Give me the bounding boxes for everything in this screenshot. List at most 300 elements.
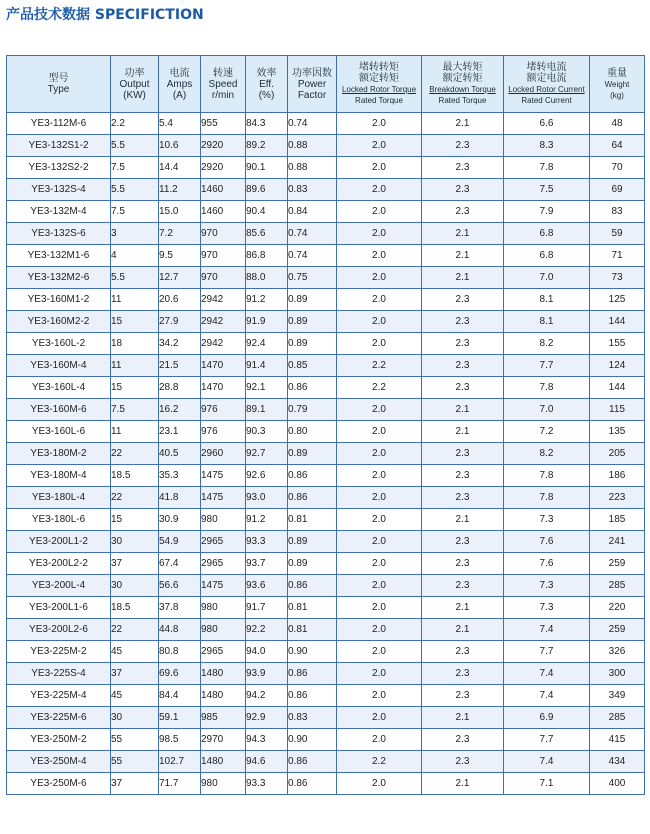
cell-locked-rotor-torque: 2.0 bbox=[337, 267, 422, 289]
cell-speed: 970 bbox=[201, 245, 246, 267]
cell-efficiency: 89.6 bbox=[246, 179, 288, 201]
cell-amps: 41.8 bbox=[159, 487, 201, 509]
cell-amps: 9.5 bbox=[159, 245, 201, 267]
cell-speed: 980 bbox=[201, 619, 246, 641]
cell-efficiency: 91.7 bbox=[246, 597, 288, 619]
cell-power-factor: 0.86 bbox=[288, 663, 337, 685]
header-amps-unit: (A) bbox=[172, 89, 187, 101]
cell-output: 37 bbox=[111, 553, 159, 575]
cell-efficiency: 92.4 bbox=[246, 333, 288, 355]
cell-amps: 37.8 bbox=[159, 597, 201, 619]
cell-power-factor: 0.88 bbox=[288, 157, 337, 179]
cell-amps: 54.9 bbox=[159, 531, 201, 553]
cell-type: YE3-160L-6 bbox=[7, 421, 111, 443]
cell-locked-rotor-torque: 2.0 bbox=[337, 641, 422, 663]
header-breakdown-torque-en: Breakdown Torque bbox=[429, 85, 496, 94]
cell-locked-rotor-current: 8.1 bbox=[504, 289, 590, 311]
table-row bbox=[7, 179, 645, 201]
cell-efficiency: 93.6 bbox=[246, 575, 288, 597]
cell-locked-rotor-torque: 2.2 bbox=[337, 377, 422, 399]
cell-type: YE3-132S-6 bbox=[7, 223, 111, 245]
cell-locked-rotor-current: 8.3 bbox=[504, 135, 590, 157]
table-row bbox=[7, 245, 645, 267]
cell-locked-rotor-current: 7.6 bbox=[504, 531, 590, 553]
cell-locked-rotor-current: 7.8 bbox=[504, 487, 590, 509]
cell-output: 37 bbox=[111, 773, 159, 795]
table-row bbox=[7, 201, 645, 223]
cell-efficiency: 89.2 bbox=[246, 135, 288, 157]
cell-efficiency: 90.1 bbox=[246, 157, 288, 179]
cell-power-factor: 0.84 bbox=[288, 201, 337, 223]
cell-locked-rotor-current: 7.7 bbox=[504, 355, 590, 377]
cell-breakdown-torque: 2.1 bbox=[422, 245, 504, 267]
cell-efficiency: 92.1 bbox=[246, 377, 288, 399]
table-row bbox=[7, 135, 645, 157]
cell-locked-rotor-torque: 2.0 bbox=[337, 223, 422, 245]
cell-speed: 2970 bbox=[201, 729, 246, 751]
cell-locked-rotor-torque: 2.0 bbox=[337, 773, 422, 795]
cell-breakdown-torque: 2.3 bbox=[422, 179, 504, 201]
cell-amps: 98.5 bbox=[159, 729, 201, 751]
table-row bbox=[7, 223, 645, 245]
cell-power-factor: 0.81 bbox=[288, 597, 337, 619]
cell-type: YE3-160L-4 bbox=[7, 377, 111, 399]
cell-type: YE3-132M1-6 bbox=[7, 245, 111, 267]
table-row bbox=[7, 531, 645, 553]
cell-amps: 84.4 bbox=[159, 685, 201, 707]
cell-output: 22 bbox=[111, 443, 159, 465]
cell-speed: 2920 bbox=[201, 135, 246, 157]
cell-locked-rotor-torque: 2.2 bbox=[337, 751, 422, 773]
cell-weight: 185 bbox=[590, 509, 645, 531]
cell-type: YE3-132S2-2 bbox=[7, 157, 111, 179]
cell-weight: 220 bbox=[590, 597, 645, 619]
table-row bbox=[7, 421, 645, 443]
cell-output: 15 bbox=[111, 377, 159, 399]
cell-locked-rotor-torque: 2.0 bbox=[337, 685, 422, 707]
cell-efficiency: 93.9 bbox=[246, 663, 288, 685]
cell-weight: 73 bbox=[590, 267, 645, 289]
cell-speed: 2960 bbox=[201, 443, 246, 465]
cell-efficiency: 89.1 bbox=[246, 399, 288, 421]
header-weight bbox=[590, 56, 645, 113]
header-breakdown-torque bbox=[422, 56, 504, 113]
cell-type: YE3-200L1-2 bbox=[7, 531, 111, 553]
table-row bbox=[7, 597, 645, 619]
cell-efficiency: 93.3 bbox=[246, 773, 288, 795]
cell-locked-rotor-current: 7.4 bbox=[504, 619, 590, 641]
cell-type: YE3-200L-4 bbox=[7, 575, 111, 597]
cell-efficiency: 86.8 bbox=[246, 245, 288, 267]
cell-weight: 285 bbox=[590, 575, 645, 597]
cell-efficiency: 84.3 bbox=[246, 113, 288, 135]
header-locked-current-cn2: 额定电流 bbox=[526, 73, 567, 84]
cell-locked-rotor-torque: 2.0 bbox=[337, 113, 422, 135]
cell-efficiency: 94.2 bbox=[246, 685, 288, 707]
cell-locked-rotor-current: 7.5 bbox=[504, 179, 590, 201]
cell-locked-rotor-current: 7.3 bbox=[504, 575, 590, 597]
cell-weight: 349 bbox=[590, 685, 645, 707]
cell-type: YE3-132S-4 bbox=[7, 179, 111, 201]
cell-weight: 115 bbox=[590, 399, 645, 421]
cell-type: YE3-250M-6 bbox=[7, 773, 111, 795]
cell-breakdown-torque: 2.1 bbox=[422, 597, 504, 619]
cell-output: 11 bbox=[111, 355, 159, 377]
cell-power-factor: 0.90 bbox=[288, 729, 337, 751]
cell-locked-rotor-current: 7.0 bbox=[504, 399, 590, 421]
cell-locked-rotor-torque: 2.0 bbox=[337, 333, 422, 355]
table-row bbox=[7, 487, 645, 509]
cell-locked-rotor-torque: 2.0 bbox=[337, 179, 422, 201]
specification-table bbox=[6, 55, 645, 795]
cell-breakdown-torque: 2.3 bbox=[422, 465, 504, 487]
cell-breakdown-torque: 2.1 bbox=[422, 509, 504, 531]
cell-amps: 35.3 bbox=[159, 465, 201, 487]
cell-locked-rotor-torque: 2.0 bbox=[337, 575, 422, 597]
cell-locked-rotor-current: 7.1 bbox=[504, 773, 590, 795]
cell-weight: 434 bbox=[590, 751, 645, 773]
cell-speed: 1470 bbox=[201, 377, 246, 399]
cell-breakdown-torque: 2.3 bbox=[422, 729, 504, 751]
cell-speed: 2965 bbox=[201, 531, 246, 553]
cell-breakdown-torque: 2.3 bbox=[422, 311, 504, 333]
cell-speed: 1475 bbox=[201, 465, 246, 487]
cell-amps: 34.2 bbox=[159, 333, 201, 355]
cell-locked-rotor-current: 7.4 bbox=[504, 685, 590, 707]
cell-power-factor: 0.89 bbox=[288, 333, 337, 355]
cell-locked-rotor-current: 7.6 bbox=[504, 553, 590, 575]
header-locked-torque-cn2: 额定转矩 bbox=[359, 73, 399, 84]
header-speed-unit: r/min bbox=[211, 89, 235, 101]
table-row bbox=[7, 663, 645, 685]
cell-weight: 259 bbox=[590, 553, 645, 575]
cell-type: YE3-112M-6 bbox=[7, 113, 111, 135]
cell-output: 5.5 bbox=[111, 135, 159, 157]
cell-locked-rotor-torque: 2.2 bbox=[337, 355, 422, 377]
cell-locked-rotor-current: 7.4 bbox=[504, 751, 590, 773]
cell-breakdown-torque: 2.3 bbox=[422, 663, 504, 685]
cell-output: 45 bbox=[111, 685, 159, 707]
cell-efficiency: 91.9 bbox=[246, 311, 288, 333]
cell-breakdown-torque: 2.3 bbox=[422, 685, 504, 707]
header-type bbox=[7, 56, 111, 113]
table-row bbox=[7, 707, 645, 729]
cell-speed: 976 bbox=[201, 421, 246, 443]
cell-breakdown-torque: 2.1 bbox=[422, 773, 504, 795]
cell-breakdown-torque: 2.3 bbox=[422, 553, 504, 575]
cell-weight: 415 bbox=[590, 729, 645, 751]
cell-locked-rotor-current: 8.2 bbox=[504, 443, 590, 465]
header-locked-torque-cn: 堵转转矩 bbox=[359, 62, 399, 73]
cell-power-factor: 0.90 bbox=[288, 641, 337, 663]
cell-breakdown-torque: 2.3 bbox=[422, 201, 504, 223]
cell-breakdown-torque: 2.1 bbox=[422, 707, 504, 729]
cell-breakdown-torque: 2.3 bbox=[422, 355, 504, 377]
cell-amps: 10.6 bbox=[159, 135, 201, 157]
cell-power-factor: 0.83 bbox=[288, 707, 337, 729]
cell-speed: 2942 bbox=[201, 289, 246, 311]
cell-weight: 135 bbox=[590, 421, 645, 443]
cell-output: 18.5 bbox=[111, 597, 159, 619]
cell-speed: 955 bbox=[201, 113, 246, 135]
cell-output: 4 bbox=[111, 245, 159, 267]
cell-output: 5.5 bbox=[111, 179, 159, 201]
table-row bbox=[7, 443, 645, 465]
cell-type: YE3-180L-6 bbox=[7, 509, 111, 531]
cell-amps: 5.4 bbox=[159, 113, 201, 135]
cell-locked-rotor-current: 7.8 bbox=[504, 377, 590, 399]
cell-locked-rotor-torque: 2.0 bbox=[337, 597, 422, 619]
cell-weight: 71 bbox=[590, 245, 645, 267]
cell-locked-rotor-torque: 2.0 bbox=[337, 553, 422, 575]
page-title: 产品技术数据 SPECIFICTION bbox=[6, 7, 204, 23]
cell-weight: 259 bbox=[590, 619, 645, 641]
header-locked-current-cn: 堵转电流 bbox=[526, 62, 567, 73]
cell-weight: 326 bbox=[590, 641, 645, 663]
cell-weight: 205 bbox=[590, 443, 645, 465]
header-amps-en: Amps bbox=[166, 78, 193, 90]
header-type-en: Type bbox=[47, 84, 70, 95]
table-row bbox=[7, 289, 645, 311]
cell-locked-rotor-current: 7.7 bbox=[504, 641, 590, 663]
table-row bbox=[7, 113, 645, 135]
cell-efficiency: 92.9 bbox=[246, 707, 288, 729]
cell-amps: 20.6 bbox=[159, 289, 201, 311]
header-output bbox=[111, 56, 159, 113]
cell-efficiency: 94.0 bbox=[246, 641, 288, 663]
table-row bbox=[7, 465, 645, 487]
cell-speed: 2920 bbox=[201, 157, 246, 179]
cell-output: 22 bbox=[111, 487, 159, 509]
cell-output: 45 bbox=[111, 641, 159, 663]
header-weight-unit: (kg) bbox=[610, 90, 624, 100]
cell-weight: 144 bbox=[590, 311, 645, 333]
cell-locked-rotor-current: 6.8 bbox=[504, 223, 590, 245]
header-locked-torque-en2: Rated Torque bbox=[355, 96, 403, 105]
table-body bbox=[7, 113, 645, 795]
cell-efficiency: 90.3 bbox=[246, 421, 288, 443]
cell-breakdown-torque: 2.3 bbox=[422, 751, 504, 773]
cell-power-factor: 0.86 bbox=[288, 465, 337, 487]
header-weight-cn: 重量 bbox=[607, 67, 627, 79]
cell-amps: 44.8 bbox=[159, 619, 201, 641]
table-row bbox=[7, 553, 645, 575]
cell-breakdown-torque: 2.1 bbox=[422, 223, 504, 245]
cell-speed: 980 bbox=[201, 597, 246, 619]
cell-breakdown-torque: 2.3 bbox=[422, 575, 504, 597]
cell-weight: 59 bbox=[590, 223, 645, 245]
cell-locked-rotor-current: 6.6 bbox=[504, 113, 590, 135]
cell-output: 22 bbox=[111, 619, 159, 641]
cell-type: YE3-180L-4 bbox=[7, 487, 111, 509]
cell-efficiency: 91.4 bbox=[246, 355, 288, 377]
cell-weight: 223 bbox=[590, 487, 645, 509]
cell-output: 11 bbox=[111, 289, 159, 311]
table-row bbox=[7, 575, 645, 597]
cell-amps: 59.1 bbox=[159, 707, 201, 729]
header-breakdown-torque-cn2: 额定转矩 bbox=[442, 73, 483, 84]
cell-locked-rotor-current: 7.3 bbox=[504, 509, 590, 531]
cell-output: 7.5 bbox=[111, 201, 159, 223]
header-power-factor-unit: Factor bbox=[297, 89, 327, 101]
table-row bbox=[7, 333, 645, 355]
cell-power-factor: 0.85 bbox=[288, 355, 337, 377]
header-weight-en: Weight bbox=[604, 79, 630, 89]
cell-power-factor: 0.89 bbox=[288, 443, 337, 465]
cell-output: 18 bbox=[111, 333, 159, 355]
cell-output: 15 bbox=[111, 311, 159, 333]
cell-breakdown-torque: 2.1 bbox=[422, 267, 504, 289]
cell-type: YE3-225M-6 bbox=[7, 707, 111, 729]
cell-type: YE3-160M1-2 bbox=[7, 289, 111, 311]
cell-output: 30 bbox=[111, 707, 159, 729]
cell-efficiency: 94.3 bbox=[246, 729, 288, 751]
cell-type: YE3-250M-4 bbox=[7, 751, 111, 773]
cell-amps: 30.9 bbox=[159, 509, 201, 531]
cell-locked-rotor-torque: 2.0 bbox=[337, 619, 422, 641]
header-speed-cn: 转速 bbox=[213, 67, 233, 79]
table-row bbox=[7, 685, 645, 707]
cell-output: 7.5 bbox=[111, 399, 159, 421]
cell-power-factor: 0.86 bbox=[288, 575, 337, 597]
cell-locked-rotor-current: 6.9 bbox=[504, 707, 590, 729]
cell-breakdown-torque: 2.3 bbox=[422, 531, 504, 553]
cell-output: 5.5 bbox=[111, 267, 159, 289]
cell-output: 11 bbox=[111, 421, 159, 443]
cell-weight: 155 bbox=[590, 333, 645, 355]
cell-efficiency: 90.4 bbox=[246, 201, 288, 223]
cell-amps: 69.6 bbox=[159, 663, 201, 685]
cell-amps: 21.5 bbox=[159, 355, 201, 377]
cell-locked-rotor-torque: 2.0 bbox=[337, 729, 422, 751]
cell-locked-rotor-current: 8.1 bbox=[504, 311, 590, 333]
cell-efficiency: 88.0 bbox=[246, 267, 288, 289]
cell-weight: 186 bbox=[590, 465, 645, 487]
header-efficiency-en: Eff. bbox=[259, 78, 274, 90]
cell-weight: 144 bbox=[590, 377, 645, 399]
cell-amps: 28.8 bbox=[159, 377, 201, 399]
cell-speed: 1475 bbox=[201, 487, 246, 509]
cell-breakdown-torque: 2.3 bbox=[422, 641, 504, 663]
cell-locked-rotor-current: 7.9 bbox=[504, 201, 590, 223]
cell-type: YE3-132M2-6 bbox=[7, 267, 111, 289]
table-row bbox=[7, 619, 645, 641]
cell-locked-rotor-torque: 2.0 bbox=[337, 487, 422, 509]
cell-breakdown-torque: 2.3 bbox=[422, 157, 504, 179]
cell-speed: 1470 bbox=[201, 355, 246, 377]
cell-amps: 102.7 bbox=[159, 751, 201, 773]
cell-locked-rotor-torque: 2.0 bbox=[337, 201, 422, 223]
cell-power-factor: 0.89 bbox=[288, 289, 337, 311]
cell-type: YE3-160M2-2 bbox=[7, 311, 111, 333]
cell-power-factor: 0.74 bbox=[288, 245, 337, 267]
cell-type: YE3-180M-4 bbox=[7, 465, 111, 487]
cell-amps: 80.8 bbox=[159, 641, 201, 663]
table-header-row bbox=[7, 56, 645, 113]
cell-output: 3 bbox=[111, 223, 159, 245]
header-locked-current-en2: Rated Current bbox=[521, 96, 572, 105]
cell-breakdown-torque: 2.1 bbox=[422, 421, 504, 443]
cell-efficiency: 91.2 bbox=[246, 509, 288, 531]
cell-type: YE3-225M-4 bbox=[7, 685, 111, 707]
cell-output: 55 bbox=[111, 751, 159, 773]
cell-amps: 67.4 bbox=[159, 553, 201, 575]
cell-locked-rotor-torque: 2.0 bbox=[337, 311, 422, 333]
cell-speed: 970 bbox=[201, 223, 246, 245]
cell-weight: 69 bbox=[590, 179, 645, 201]
cell-amps: 12.7 bbox=[159, 267, 201, 289]
cell-breakdown-torque: 2.3 bbox=[422, 289, 504, 311]
cell-locked-rotor-torque: 2.0 bbox=[337, 289, 422, 311]
cell-type: YE3-180M-2 bbox=[7, 443, 111, 465]
cell-speed: 2942 bbox=[201, 311, 246, 333]
cell-locked-rotor-torque: 2.0 bbox=[337, 135, 422, 157]
cell-output: 7.5 bbox=[111, 157, 159, 179]
cell-amps: 14.4 bbox=[159, 157, 201, 179]
cell-output: 15 bbox=[111, 509, 159, 531]
cell-locked-rotor-torque: 2.0 bbox=[337, 509, 422, 531]
cell-power-factor: 0.79 bbox=[288, 399, 337, 421]
cell-output: 30 bbox=[111, 575, 159, 597]
header-power-factor-en: Power bbox=[297, 78, 327, 90]
table-row bbox=[7, 157, 645, 179]
cell-amps: 56.6 bbox=[159, 575, 201, 597]
cell-speed: 970 bbox=[201, 267, 246, 289]
cell-locked-rotor-torque: 2.0 bbox=[337, 399, 422, 421]
table-row bbox=[7, 267, 645, 289]
cell-power-factor: 0.86 bbox=[288, 751, 337, 773]
cell-breakdown-torque: 2.3 bbox=[422, 135, 504, 157]
cell-speed: 1480 bbox=[201, 751, 246, 773]
cell-power-factor: 0.75 bbox=[288, 267, 337, 289]
header-efficiency-cn: 效率 bbox=[256, 67, 277, 79]
cell-weight: 285 bbox=[590, 707, 645, 729]
cell-type: YE3-200L1-6 bbox=[7, 597, 111, 619]
cell-type: YE3-225S-4 bbox=[7, 663, 111, 685]
cell-output: 30 bbox=[111, 531, 159, 553]
cell-locked-rotor-current: 7.8 bbox=[504, 157, 590, 179]
cell-power-factor: 0.86 bbox=[288, 487, 337, 509]
cell-amps: 27.9 bbox=[159, 311, 201, 333]
cell-locked-rotor-torque: 2.0 bbox=[337, 531, 422, 553]
cell-efficiency: 92.6 bbox=[246, 465, 288, 487]
header-locked-torque-en: Locked Rotor Torque bbox=[341, 85, 417, 94]
cell-locked-rotor-torque: 2.0 bbox=[337, 465, 422, 487]
table-row bbox=[7, 729, 645, 751]
cell-weight: 83 bbox=[590, 201, 645, 223]
cell-locked-rotor-current: 7.0 bbox=[504, 267, 590, 289]
cell-efficiency: 92.7 bbox=[246, 443, 288, 465]
cell-breakdown-torque: 2.3 bbox=[422, 377, 504, 399]
cell-amps: 23.1 bbox=[159, 421, 201, 443]
header-breakdown-torque-en2: Rated Torque bbox=[438, 96, 487, 105]
table-row bbox=[7, 377, 645, 399]
cell-locked-rotor-current: 7.8 bbox=[504, 465, 590, 487]
cell-locked-rotor-torque: 2.0 bbox=[337, 663, 422, 685]
cell-type: YE3-250M-2 bbox=[7, 729, 111, 751]
cell-speed: 976 bbox=[201, 399, 246, 421]
cell-power-factor: 0.89 bbox=[288, 553, 337, 575]
cell-amps: 16.2 bbox=[159, 399, 201, 421]
cell-power-factor: 0.81 bbox=[288, 509, 337, 531]
cell-efficiency: 93.3 bbox=[246, 531, 288, 553]
cell-type: YE3-160M-6 bbox=[7, 399, 111, 421]
header-output-en: Output bbox=[119, 78, 150, 90]
table-row bbox=[7, 399, 645, 421]
table-row bbox=[7, 355, 645, 377]
cell-efficiency: 92.2 bbox=[246, 619, 288, 641]
cell-output: 18.5 bbox=[111, 465, 159, 487]
